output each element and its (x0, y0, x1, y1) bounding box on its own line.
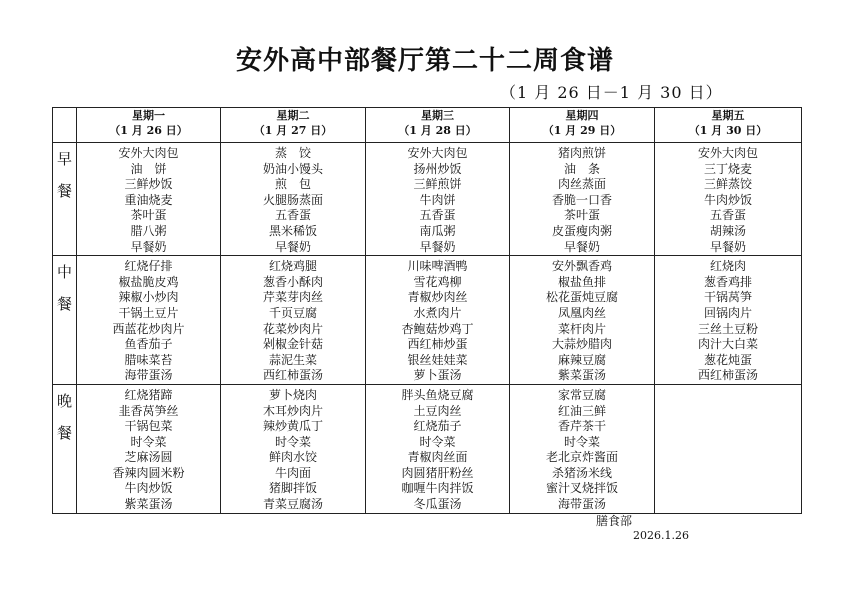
dish-item: 西蓝花炒肉片 (112, 321, 185, 336)
dish-item: 五香蛋 (419, 208, 456, 223)
dish-item: 扬州炒饭 (413, 161, 462, 176)
meal-label-char: 餐 (56, 182, 72, 200)
dish-item: 猪脚拌饭 (268, 481, 317, 496)
dish-item: 家常豆腐 (557, 387, 606, 402)
dish-item: 香辣肉圆米粉 (112, 465, 185, 480)
day-name: 星期二 (276, 109, 310, 122)
dish-item: 椒盐脆皮鸡 (118, 274, 179, 289)
dish-item: 杏鲍菇炒鸡丁 (401, 321, 474, 336)
day-header-tue (221, 108, 366, 143)
dish-item: 早餐奶 (709, 239, 746, 254)
breakfast-label (53, 143, 77, 256)
dish-item: 青椒肉丝面 (407, 450, 468, 465)
dish-item: 早餐奶 (419, 239, 456, 254)
dish-list (77, 385, 220, 513)
dish-item: 回锅肉片 (703, 305, 752, 320)
dish-item: 葱香鸡排 (703, 274, 752, 289)
lunch-label (53, 256, 77, 385)
dish-list (366, 256, 509, 384)
dish-item: 香芹茶干 (557, 419, 606, 434)
dish-item: 牛肉饼 (419, 192, 456, 207)
dish-item: 老北京炸酱面 (545, 450, 618, 465)
dish-item: 蒸 饺 (274, 146, 311, 160)
dish-item: 花菜炒肉片 (262, 321, 323, 336)
day-name: 星期三 (421, 109, 454, 122)
dish-list (510, 143, 654, 255)
dish-item: 红烧猪蹄 (124, 387, 173, 402)
dish-item: 萝卜蛋汤 (413, 368, 462, 383)
lunch-row (53, 256, 802, 385)
dish-list (221, 256, 365, 384)
dish-item: 肉丝蒸面 (557, 177, 606, 192)
dish-item: 芝麻汤圆 (124, 450, 173, 465)
dish-item: 海带蛋汤 (124, 368, 173, 383)
dish-item: 肉汁大白菜 (697, 337, 758, 352)
dish-item: 香脆一口香 (551, 192, 612, 207)
meal-label-char: 中 (56, 263, 72, 282)
signature: 膳食部 (596, 514, 633, 528)
dish-item: 韭香莴笋丝 (118, 403, 179, 418)
dish-list (366, 143, 509, 255)
dish-item: 时令菜 (419, 434, 456, 449)
dish-item: 三鲜煎饼 (413, 177, 462, 192)
dish-item: 奶油小馒头 (262, 161, 323, 176)
menu-table (52, 107, 802, 514)
dish-item: 冬瓜蛋汤 (413, 497, 462, 512)
day-date: （1 月 30 日） (688, 124, 768, 137)
dish-item: 杀猪汤米线 (551, 465, 612, 480)
dish-list (366, 385, 509, 513)
dish-list (655, 143, 801, 255)
dish-item: 川味啤酒鸭 (407, 259, 468, 274)
dish-item: 海带蛋汤 (557, 497, 606, 512)
dish-item: 安外大肉包 (407, 146, 468, 160)
dish-item: 干锅包菜 (124, 419, 173, 434)
dish-item: 萝卜烧肉 (268, 387, 317, 402)
dish-item: 咖喱牛肉拌饭 (401, 481, 474, 496)
dish-item: 南瓜粥 (419, 223, 456, 238)
dish-item: 鲜肉水饺 (268, 450, 317, 465)
dinner-mon-cell (77, 384, 221, 513)
dish-item: 椒盐鱼排 (557, 274, 606, 289)
dish-list (221, 143, 365, 255)
dish-item: 煎 包 (274, 177, 311, 192)
dinner-row (53, 384, 802, 513)
dish-item: 西红柿蛋汤 (262, 368, 323, 383)
day-header-mon (77, 108, 221, 143)
dish-item: 三丝土豆粉 (697, 321, 758, 336)
dish-item: 胖头鱼烧豆腐 (401, 387, 474, 402)
day-date: （1 月 28 日） (398, 124, 477, 137)
dish-item: 西红柿蛋汤 (697, 368, 758, 383)
sign-date: 2026.1.26 (633, 529, 689, 542)
day-date: （1 月 29 日） (542, 124, 622, 137)
day-header-fri (655, 108, 802, 143)
dish-item: 干锅莴笋 (703, 290, 752, 305)
header-row (53, 108, 802, 143)
dish-item: 凤凰肉丝 (557, 305, 606, 320)
day-header-thu (510, 108, 655, 143)
dinner-fri-cell (655, 384, 802, 513)
lunch-mon-cell (77, 256, 221, 385)
dish-item: 早餐奶 (130, 239, 167, 254)
dish-item: 松花蛋炖豆腐 (545, 290, 618, 305)
dish-item: 银丝娃娃菜 (407, 352, 468, 367)
dish-item: 腊八粥 (130, 223, 167, 238)
dish-item: 土豆肉丝 (413, 403, 462, 418)
day-date: （1 月 26 日） (109, 124, 188, 137)
dish-item: 早餐奶 (274, 239, 311, 254)
dish-item: 黑米稀饭 (268, 223, 317, 238)
dish-item: 蜜汁叉烧拌饭 (545, 481, 618, 496)
day-name: 星期一 (132, 109, 165, 122)
dinner-wed-cell (366, 384, 510, 513)
dish-item: 牛肉炒饭 (703, 192, 752, 207)
dish-item: 时令菜 (274, 434, 311, 449)
dish-item: 火腿肠蒸面 (262, 192, 323, 207)
breakfast-thu-cell (510, 143, 655, 256)
dish-item: 雪花鸡柳 (413, 274, 462, 289)
dish-item: 紫菜蛋汤 (557, 368, 606, 383)
dish-item: 五香蛋 (709, 208, 746, 223)
dish-item: 胡辣汤 (709, 223, 746, 238)
dish-item: 麻辣豆腐 (557, 352, 606, 367)
dinner-thu-cell (510, 384, 655, 513)
dish-list (510, 256, 654, 384)
dish-item: 水煮肉片 (413, 305, 462, 320)
dish-item: 鱼香茄子 (124, 337, 173, 352)
dish-item: 五香蛋 (274, 208, 311, 223)
lunch-thu-cell (510, 256, 655, 385)
dish-list (655, 385, 801, 388)
dish-list (655, 256, 801, 384)
dish-item: 红烧茄子 (413, 419, 462, 434)
dish-list (221, 385, 365, 513)
breakfast-fri-cell (655, 143, 802, 256)
dish-item: 葱香小酥肉 (262, 274, 323, 289)
day-header-wed (366, 108, 510, 143)
dish-item: 安外大肉包 (697, 146, 758, 160)
day-name: 星期四 (565, 109, 599, 122)
dish-item: 腊味菜苔 (124, 352, 173, 367)
dish-item: 芹菜芽肉丝 (262, 290, 323, 305)
dish-list (77, 143, 220, 255)
dish-item: 大蒜炒腊肉 (551, 337, 612, 352)
dish-list (77, 256, 220, 384)
breakfast-wed-cell (366, 143, 510, 256)
dish-item: 肉圆猪肝粉丝 (401, 465, 474, 480)
lunch-wed-cell (366, 256, 510, 385)
dish-item: 西红柿炒蛋 (407, 337, 468, 352)
dish-item: 辣炒黄瓜丁 (262, 419, 323, 434)
dish-item: 木耳炒肉片 (262, 403, 323, 418)
dish-item: 三鲜蒸饺 (703, 177, 752, 192)
dish-item: 红烧肉 (709, 259, 746, 274)
breakfast-row (53, 143, 802, 256)
dish-item: 菜杆肉片 (557, 321, 606, 336)
dish-item: 千页豆腐 (268, 305, 317, 320)
dish-item: 红烧仔排 (124, 259, 173, 274)
dish-item: 油 饼 (130, 161, 167, 176)
date-range: （1 月 26 日－1 月 30 日） (500, 83, 723, 102)
page-title: 安外高中部餐厅第二十二周食谱 (235, 46, 614, 76)
breakfast-mon-cell (77, 143, 221, 256)
dish-item: 茶叶蛋 (130, 208, 167, 223)
meal-label-char: 餐 (56, 423, 72, 442)
meal-label-char: 餐 (56, 295, 72, 314)
dinner-label (53, 384, 77, 513)
dish-item: 时令菜 (130, 434, 167, 449)
day-name: 星期五 (711, 109, 745, 122)
dish-item: 紫菜蛋汤 (124, 497, 173, 512)
dish-list (510, 385, 654, 513)
dish-item: 猪肉煎饼 (557, 146, 606, 160)
dish-item: 重油烧麦 (124, 192, 173, 207)
dish-item: 干锅土豆片 (118, 305, 179, 320)
dish-item: 红油三鲜 (557, 403, 606, 418)
meal-label-char: 早 (56, 150, 72, 168)
dish-item: 剁椒金针菇 (262, 337, 323, 352)
meal-label-char: 晚 (56, 391, 72, 410)
corner-cell (53, 108, 77, 143)
dish-item: 油 条 (563, 161, 600, 176)
dish-item: 早餐奶 (563, 239, 600, 254)
breakfast-tue-cell (221, 143, 366, 256)
lunch-fri-cell (655, 256, 802, 385)
dish-item: 青椒炒肉丝 (407, 290, 468, 305)
dish-item: 三丁烧麦 (703, 161, 752, 176)
lunch-tue-cell (221, 256, 366, 385)
dish-item: 茶叶蛋 (563, 208, 600, 223)
dish-item: 安外大肉包 (118, 146, 179, 160)
dish-item: 皮蛋瘦肉粥 (551, 223, 612, 238)
dish-item: 红烧鸡腿 (268, 259, 317, 274)
day-date: （1 月 27 日） (253, 124, 333, 137)
dish-item: 牛肉面 (274, 465, 311, 480)
dish-item: 牛肉炒饭 (124, 481, 173, 496)
dish-item: 葱花炖蛋 (703, 352, 752, 367)
dish-item: 三鲜炒饭 (124, 177, 173, 192)
dish-item: 蒜泥生菜 (268, 352, 317, 367)
dish-item: 时令菜 (563, 434, 600, 449)
dish-item: 辣椒小炒肉 (118, 290, 179, 305)
dinner-tue-cell (221, 384, 366, 513)
dish-item: 青菜豆腐汤 (262, 497, 323, 512)
dish-item: 安外飘香鸡 (551, 259, 612, 274)
